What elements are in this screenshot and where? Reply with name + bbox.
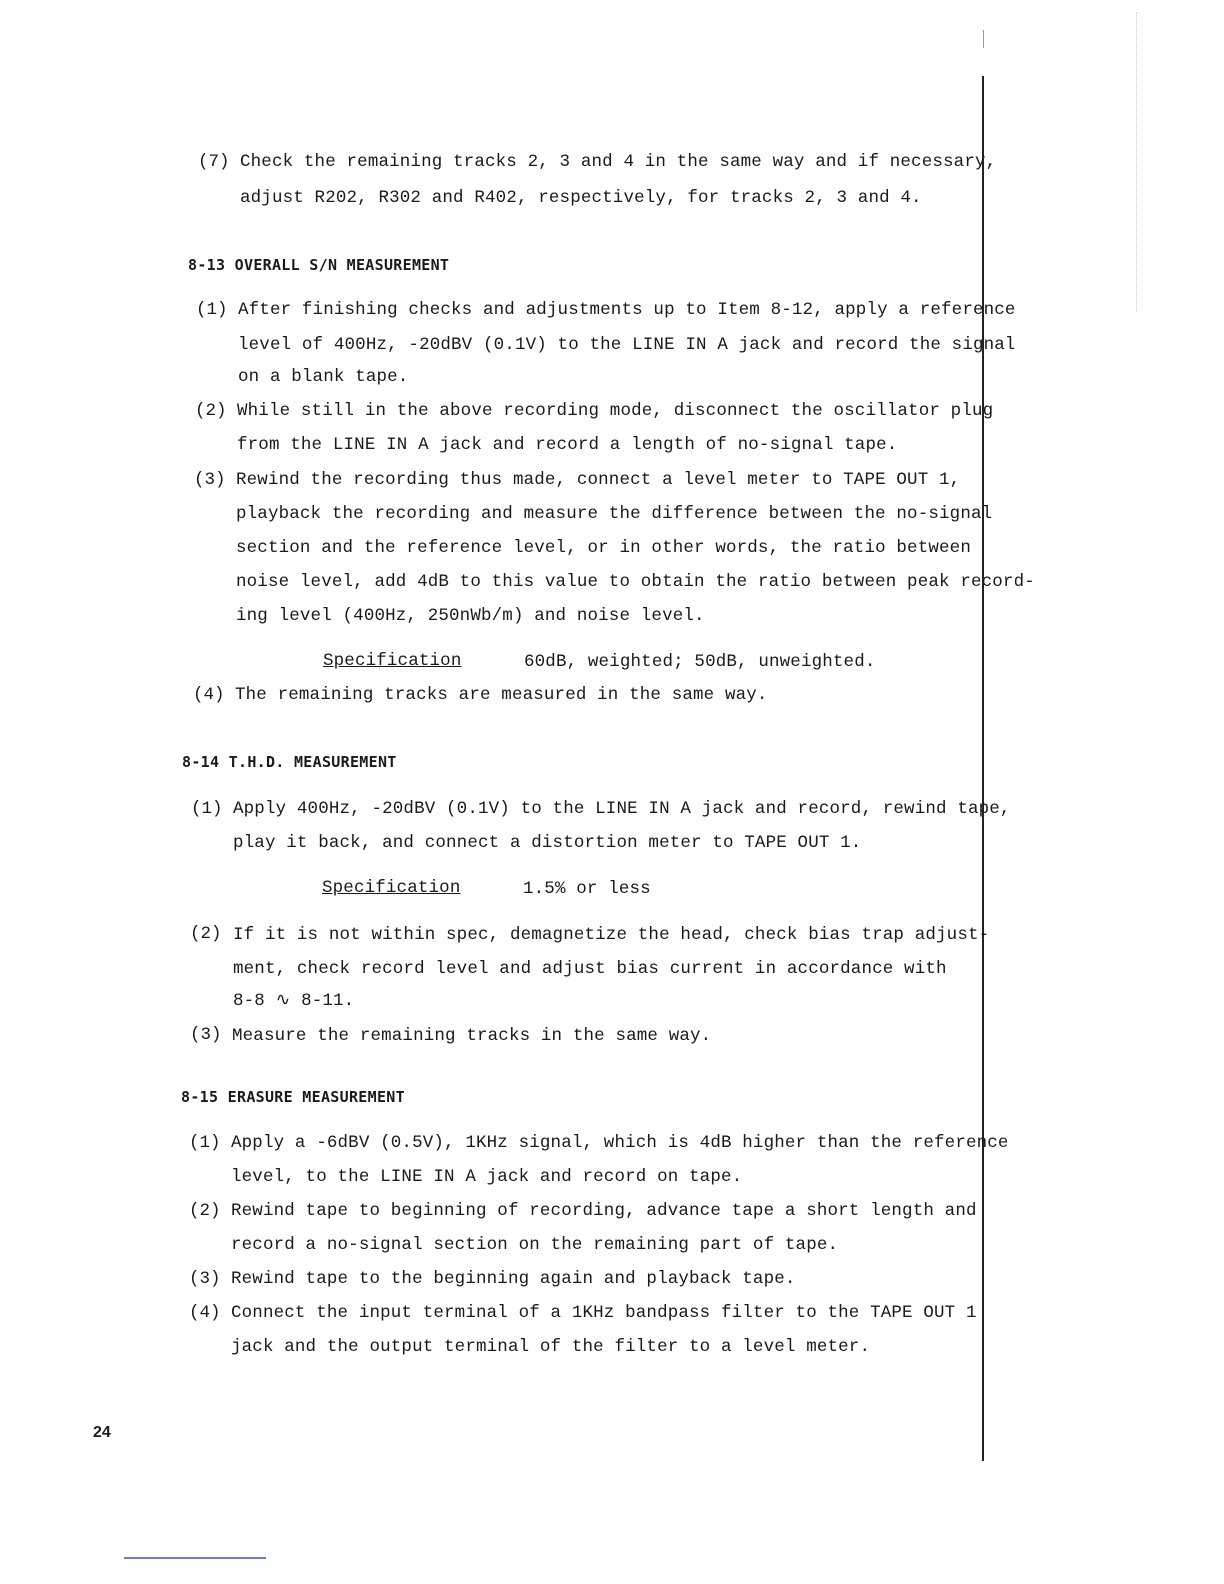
item-number: (3) (194, 470, 226, 490)
item-line: level, to the LINE IN A jack and record on tape. (231, 1167, 743, 1187)
item-line: level of 400Hz, -20dBV (0.1V) to the LINE IN A jack and record the signal (238, 335, 1016, 355)
specification-value: 1.5% or less (523, 879, 651, 899)
item-line: adjust R202, R302 and R402, respectively, for tracks 2, 3 and 4. (240, 188, 922, 208)
item-line: from the LINE IN A jack and record a length of no-signal tape. (237, 435, 898, 455)
item-line: record a no-signal section on the remaining part of tape. (231, 1235, 839, 1255)
item-number: (4) (189, 1303, 221, 1323)
scan-artifact (1136, 12, 1147, 312)
item-line: Rewind tape to beginning of recording, advance tape a short length and (231, 1201, 977, 1221)
item-line: Rewind tape to the beginning again and playback tape. (231, 1269, 796, 1289)
item-line: section and the reference level, or in other words, the ratio between (236, 538, 971, 558)
item-line: playback the recording and measure the difference between the no-signal (236, 504, 993, 524)
item-line: noise level, add 4dB to this value to obtain the ratio between peak record- (236, 572, 1035, 592)
item-line: After finishing checks and adjustments up to Item 8-12, apply a reference (238, 300, 1016, 320)
specification-label: Specification (323, 651, 462, 671)
section-heading: 8-13 OVERALL S/N MEASUREMENT (188, 256, 450, 274)
item-number: (2) (195, 401, 227, 421)
item-line: 8-8 ∿ 8-11. (233, 991, 355, 1011)
section-heading: 8-15 ERASURE MEASUREMENT (181, 1088, 405, 1106)
item-line: Check the remaining tracks 2, 3 and 4 in the same way and if necessary, (240, 152, 997, 172)
item-number: (3) (190, 1025, 222, 1045)
item-line: on a blank tape. (238, 367, 409, 387)
item-line: jack and the output terminal of the filter to a level meter. (231, 1337, 871, 1357)
item-number: (4) (193, 685, 225, 705)
specification-value: 60dB, weighted; 50dB, unweighted. (524, 652, 876, 672)
item-number: (2) (189, 1201, 221, 1221)
item-line: play it back, and connect a distortion meter to TAPE OUT 1. (233, 833, 862, 853)
item-line: ment, check record level and adjust bias current in accordance with (233, 959, 947, 979)
item-line: ing level (400Hz, 250nWb/m) and noise level. (236, 606, 705, 626)
item-line: While still in the above recording mode, disconnect the oscillator plug (237, 401, 994, 421)
item-line: If it is not within spec, demagnetize the head, check bias trap adjust- (233, 925, 990, 945)
item-line: Measure the remaining tracks in the same way. (232, 1026, 712, 1046)
footer-rule (124, 1557, 266, 1559)
item-number: (1) (191, 799, 223, 819)
item-number: (3) (189, 1269, 221, 1289)
item-number: (2) (190, 924, 222, 944)
page-number: 24 (93, 1424, 111, 1441)
margin-tick (983, 30, 984, 48)
item-number: (7) (198, 152, 230, 172)
item-line: The remaining tracks are measured in the same way. (235, 685, 768, 705)
item-line: Apply a -6dBV (0.5V), 1KHz signal, which is 4dB higher than the reference (231, 1133, 1009, 1153)
item-line: Rewind the recording thus made, connect a level meter to TAPE OUT 1, (236, 470, 961, 490)
item-number: (1) (189, 1133, 221, 1153)
item-line: Connect the input terminal of a 1KHz bandpass filter to the TAPE OUT 1 (231, 1303, 977, 1323)
revision-margin-line (982, 76, 984, 1461)
item-line: Apply 400Hz, -20dBV (0.1V) to the LINE IN A jack and record, rewind tape, (233, 799, 1011, 819)
item-number: (1) (196, 300, 228, 320)
section-heading: 8-14 T.H.D. MEASUREMENT (182, 753, 397, 771)
specification-label: Specification (322, 878, 461, 898)
